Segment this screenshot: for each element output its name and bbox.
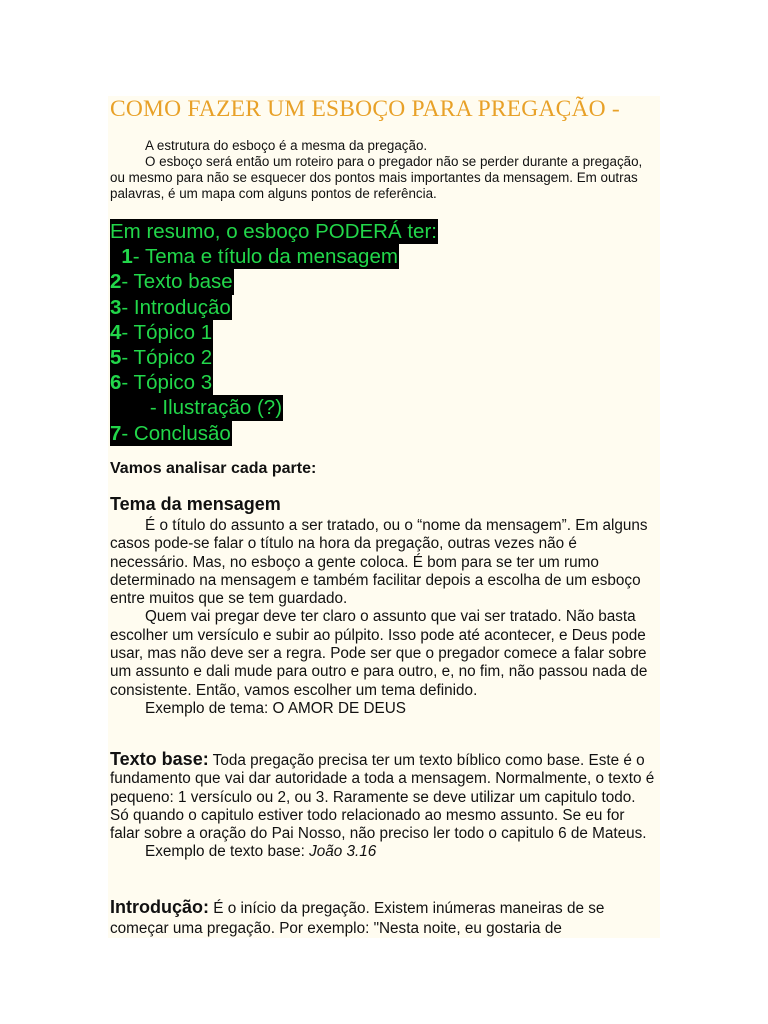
summary-item (110, 244, 399, 269)
summary-item-number: 1 (110, 245, 133, 269)
summary-item-number: 2 (110, 270, 122, 294)
tema-heading-text: Tema da mensagem (110, 494, 281, 514)
summary-item-number: 6 (110, 371, 122, 395)
summary-box (110, 219, 438, 446)
summary-item-text: - Tema e título da mensagem (132, 245, 398, 269)
texto-base-example-ref: João 3.16 (309, 843, 377, 861)
summary-item-text: - Tópico 2 (121, 346, 213, 370)
summary-item-number: 4 (110, 320, 122, 344)
introducao-paragraph (110, 897, 658, 938)
introducao-lead: Introdução: (110, 897, 209, 917)
summary-item-text: - Ilustração (?) (110, 396, 283, 420)
texto-base-paragraph (110, 750, 658, 843)
summary-item-text: - Tópico 1 (121, 320, 213, 344)
intro-paragraph-2: O esboço será então um roteiro para o pregador não se perder durante a pregação, ou mesmo para não se esquecer dos pontos mais importantes da mensagem. Em outras palavras, é um mapa com alguns pontos de referência. (110, 154, 643, 201)
introducao-section (110, 897, 658, 938)
tema-paragraph-2: Quem vai pregar deve ter claro o assunto que vai ser tratado. Não basta escolher um versículo e subir ao púlpito. Isso pode até acontecer, e Deus pode usar, mas não deve ser a regra. Pode ser que o pregador comece a falar sobre um assunto e dali mude para outro e para outro, e, no fim, não passou nada de consistente. Então, vamos escolher um tema definido. (110, 608, 648, 699)
summary-heading: Em resumo, o esboço PODERÁ ter: (110, 220, 437, 243)
texto-base-body: Toda pregação precisa ter um texto bíblico como base. Este é o fundamento que vai dar autoridade a toda a mensagem. Normalmente, o texto é pequeno: 1 versículo ou 2, ou 3. Raramente se deve utilizar um capitulo todo. Só quando o capitulo estiver todo relacionado ao mesmo assunto. Se eu for falar sobre a oração do Pai Nosso, não preciso ler todo o capitulo 6 de Mateus. (110, 752, 655, 843)
summary-item (110, 395, 283, 420)
summary-item-number: 5 (110, 346, 122, 370)
tema-section (110, 517, 658, 718)
introducao-body: É o início da pregação. Existem inúmeras maneiras de se começar uma pregação. Por exemplo: "Nesta noite, eu gostaria de (110, 900, 605, 937)
section-heading-tema (110, 494, 281, 515)
summary-item-text: - Introdução (121, 295, 231, 319)
summary-item-text: - Conclusão (121, 421, 231, 445)
tema-example: Exemplo de tema: O AMOR DE DEUS (145, 699, 406, 717)
tema-paragraph-1: É o título do assunto a ser tratado, ou o “nome da mensagem”. Em alguns casos pode-se falar o título na hora da pregação, outras vezes não é necessário. Mas, no esboço a gente coloca. É bom para se ter um rumo determinado na mensagem e também facilitar depois a escolha de um esboço entre muitos que se tem guardado. (110, 517, 648, 608)
summary-item (110, 320, 213, 345)
summary-item (110, 421, 232, 446)
intro-section (110, 138, 650, 202)
document-page (108, 96, 660, 938)
summary-item (110, 370, 213, 395)
summary-item (110, 345, 213, 370)
texto-base-section (110, 750, 658, 862)
summary-item-number: 7 (110, 421, 122, 445)
analyze-heading: Vamos analisar cada parte: (110, 460, 317, 477)
summary-item-number: 3 (110, 295, 122, 319)
summary-item (110, 269, 234, 294)
texto-base-example (110, 843, 658, 861)
document-title: COMO FAZER UM ESBOÇO PARA PREGAÇÃO - (110, 96, 620, 122)
summary-item (110, 295, 232, 320)
summary-item-text: - Texto base (121, 270, 233, 294)
summary-item-text: - Tópico 3 (121, 371, 213, 395)
intro-paragraph-1: A estrutura do esboço é a mesma da pregação. (145, 138, 428, 153)
texto-base-lead: Texto base: (110, 749, 209, 769)
texto-base-example-label: Exemplo de texto base: (145, 843, 310, 861)
